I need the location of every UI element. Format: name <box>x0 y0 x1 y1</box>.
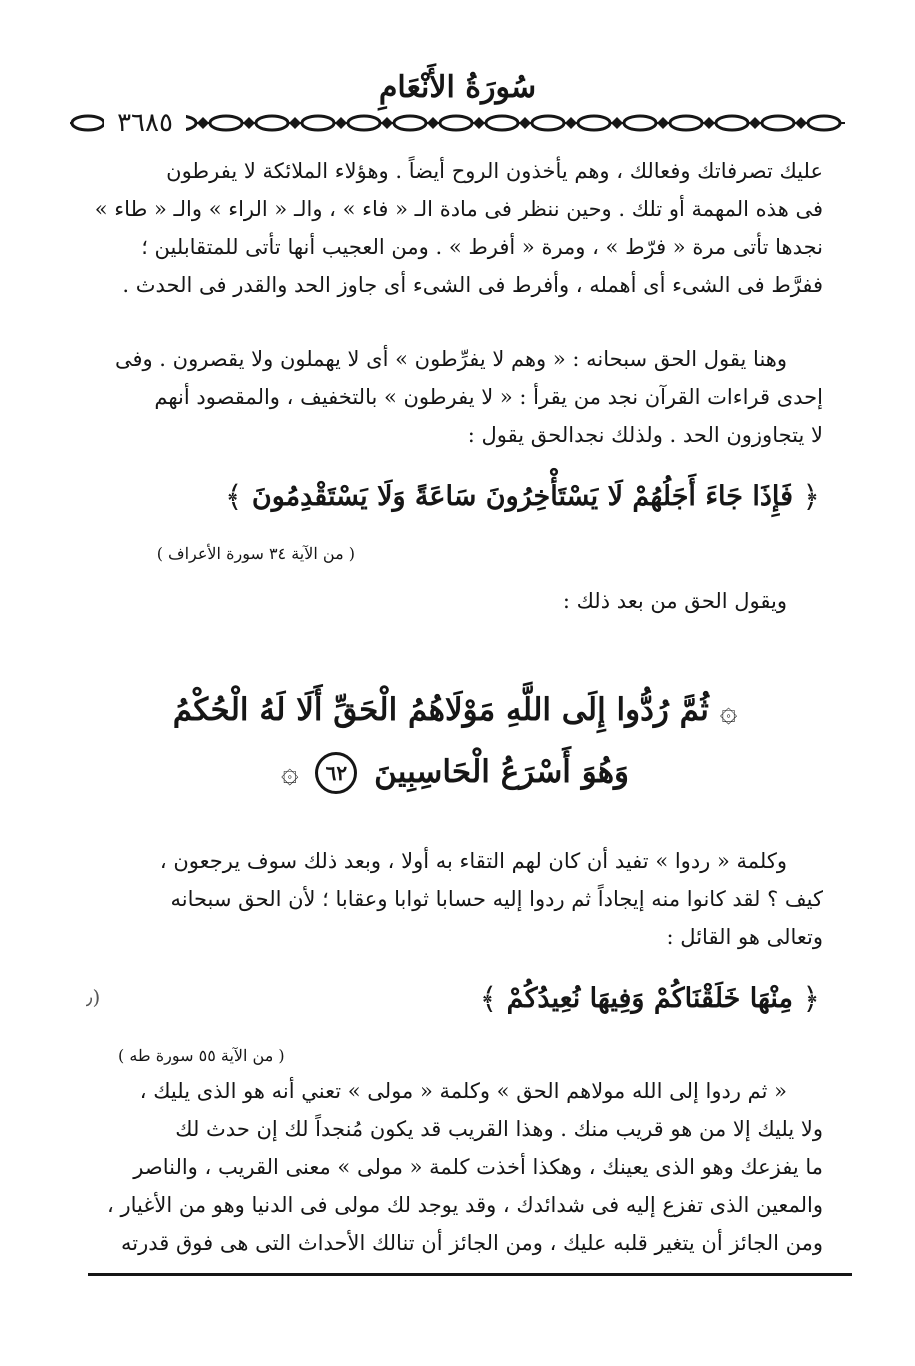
text-line: ويقول الحق من بعد ذلك : <box>562 589 787 613</box>
text-line: لا يتجاوزون الحد . ولذلك نجدالحق يقول : <box>467 423 823 447</box>
chain-link-oval <box>486 116 518 130</box>
verse-text: فَإِذَا جَاءَ أَجَلُهُمْ لَا يَسْتَأْخِرُونَ سَاعَةً وَلَا يَسْتَقْدِمُونَ <box>251 481 794 512</box>
chain-diamond <box>335 117 347 129</box>
chain-diamond <box>703 117 715 129</box>
verse-open-bracket: ﴿ <box>802 479 820 515</box>
paragraph-5 <box>93 1072 823 1262</box>
chain-link-oval <box>302 116 334 130</box>
text-line: وهنا يقول الحق سبحانه : « وهم لا يفرِّطون » أى لا يهملون ولا يقصرون . وفى <box>114 347 787 371</box>
text-line: وتعالى هو القائل : <box>666 925 823 949</box>
chain-diamond <box>565 117 577 129</box>
verse-close-bracket: ﴾ <box>224 479 243 515</box>
paragraph-3 <box>93 582 823 620</box>
chain-link-oval <box>532 116 564 130</box>
verse-line-2 <box>90 742 820 804</box>
surah-title: سُورَةُ الأَنْعَامِ <box>378 70 537 105</box>
chain-link-oval <box>256 116 288 130</box>
text-line: فى هذه المهمة أو تلك . وحين ننظر فى مادة الـ « فاء » ، والـ « الراء » والـ « طاء » <box>94 197 823 221</box>
verse-reference-2: ( من الآية ٥٥ سورة طه ) <box>118 1046 285 1065</box>
text-line: عليك تصرفاتك وفعالك ، وهم يأخذون الروح أيضاً . وهؤلاء الملائكة لا يفرطون <box>166 159 823 183</box>
paragraph-2 <box>93 340 823 454</box>
chain-link-oval <box>578 116 610 130</box>
chain-link-oval <box>210 116 242 130</box>
chain-link-oval <box>762 116 794 130</box>
chain-diamond <box>243 117 255 129</box>
chain-link-oval <box>624 116 656 130</box>
text-line: وكلمة « ردوا » تفيد أن كان لهم التقاء به أولا ، وبعد ذلك سوف يرجعون ، <box>159 849 787 873</box>
verse-close-bracket: ﴾ <box>479 981 498 1017</box>
flourish-ornament-icon: ۞ <box>280 755 299 790</box>
chain-diamond <box>611 117 623 129</box>
chain-link-oval <box>72 116 104 130</box>
chain-link-oval <box>670 116 702 130</box>
text-line: نجدها تأتى مرة « فرّط » ، ومرة « أفرط » . ومن العجيب أنها تأتى للمتقابلين ؛ <box>141 235 823 259</box>
quran-verse-2 <box>90 680 820 803</box>
margin-mark: (٫ <box>86 985 101 1009</box>
verse-text: مِنْهَا خَلَقْنَاكُمْ وَفِيهَا نُعِيدُكُمْ <box>506 983 794 1014</box>
chain-diamond <box>657 117 669 129</box>
text-line: ما يفزعك وهو الذى يعينك ، وهكذا أخذت كلمة « مولى » معنى القريب ، والناصر <box>133 1155 823 1179</box>
page-number: ٣٦٨٥ <box>104 108 186 138</box>
chain-diamond <box>427 117 439 129</box>
verse-line-1 <box>90 680 820 742</box>
chain-diamond <box>749 117 761 129</box>
quran-verse-1 <box>90 475 820 520</box>
verse-text: ثُمَّ رُدُّوا إِلَى اللَّهِ مَوْلَاهُمُ الْحَقِّ أَلَا لَهُ الْحُكْمُ <box>172 692 709 728</box>
verse-open-bracket: ﴿ <box>802 981 820 1017</box>
chain-diamond <box>519 117 531 129</box>
text-line: ولا يليك إلا من هو قريب منك . وهذا القريب قد يكون مُنجداً لك إن حدث لك <box>175 1117 823 1141</box>
flourish-ornament-icon: ۞ <box>719 693 738 729</box>
chain-link-oval <box>348 116 380 130</box>
chain-diamond <box>289 117 301 129</box>
chain-link-oval <box>716 116 748 130</box>
text-line: إحدى قراءات القرآن نجد من يقرأ : « لا يفرطون » بالتخفيف ، والمقصود أنهم <box>154 385 823 409</box>
chain-diamond <box>795 117 807 129</box>
chain-diamond <box>197 117 209 129</box>
paragraph-4 <box>93 842 823 956</box>
decorative-chain-border <box>70 112 845 134</box>
chain-link-oval <box>808 116 840 130</box>
text-line: ومن الجائز أن يتغير قلبه عليك ، ومن الجائز أن تنالك الأحداث التى هى فوق قدرته <box>121 1231 823 1255</box>
chain-link-oval <box>440 116 472 130</box>
text-line: كيف ؟ لقد كانوا منه إيجاداً ثم ردوا إليه حسابا ثوابا وعقابا ؛ لأن الحق سبحانه <box>170 887 823 911</box>
ayah-number-badge: ٦٢ <box>315 752 357 794</box>
chain-diamond <box>381 117 393 129</box>
chain-link-oval <box>394 116 426 130</box>
text-line: والمعين الذى تفزع إليه فى شدائدك ، وقد يوجد لك مولى فى الدنيا وهو من الأغيار ، <box>107 1193 823 1217</box>
chain-diamond <box>473 117 485 129</box>
verse-text: وَهُوَ أَسْرَعُ الْحَاسِبِينَ <box>374 753 630 790</box>
verse-reference-1: ( من الآية ٣٤ سورة الأعراف ) <box>156 544 355 563</box>
quran-verse-3 <box>90 977 820 1022</box>
paragraph-1 <box>93 152 823 304</box>
text-line: « ثم ردوا إلى الله مولاهم الحق » وكلمة « مولى » تعني أنه هو الذى يليك ، <box>139 1079 787 1103</box>
footer-rule <box>88 1273 852 1276</box>
text-line: ففرَّط فى الشىء أى أهمله ، وأفرط فى الشىء أى جاوز الحد والقدر فى الحدث . <box>122 273 823 297</box>
